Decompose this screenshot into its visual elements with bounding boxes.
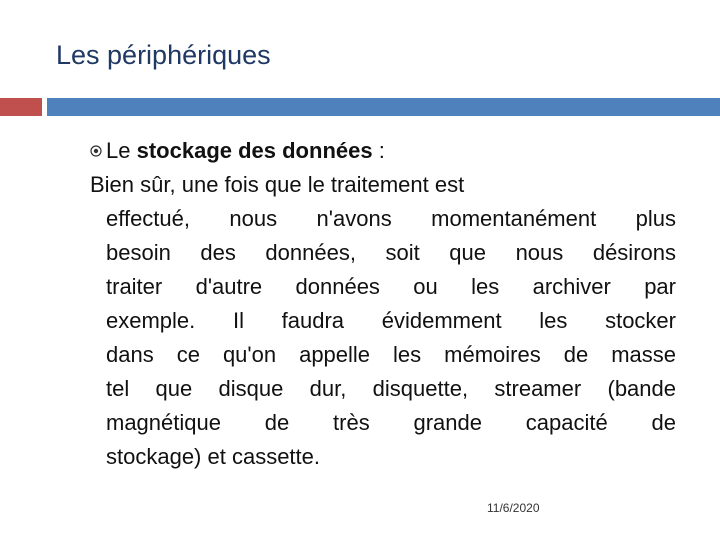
accent-bar-blue (47, 98, 720, 116)
paragraph-line: besoin des données, soit que nous désirons (106, 240, 676, 265)
bullet-heading (90, 134, 676, 168)
paragraph-line: effectué, nous n'avons momentanément plus (106, 206, 676, 231)
paragraph-line: dans ce qu'on appelle les mémoires de masse (106, 342, 676, 367)
paragraph-line: traiter d'autre données ou les archiver par (106, 274, 676, 299)
paragraph-line: exemple. Il faudra évidemment les stocker (106, 308, 676, 333)
paragraph-line: magnétique de très grande capacité de (106, 410, 676, 435)
bullet-strong-text: stockage des données (136, 138, 373, 163)
accent-bar-red (0, 98, 42, 116)
slide-title: Les périphériques (56, 40, 271, 70)
paragraph-line: Bien sûr, une fois que le traitement est (90, 172, 465, 197)
slide-content (90, 134, 676, 474)
circled-bullet-icon (90, 145, 102, 157)
paragraph-line: stockage) et cassette. (106, 444, 320, 469)
paragraph-line: tel que disque dur, disquette, streamer (bande (106, 376, 676, 401)
paragraph (90, 168, 676, 474)
bullet-suffix: : (372, 138, 385, 163)
footer-date: 11/6/2020 (487, 501, 540, 515)
bullet-prefix: Le (106, 138, 131, 163)
